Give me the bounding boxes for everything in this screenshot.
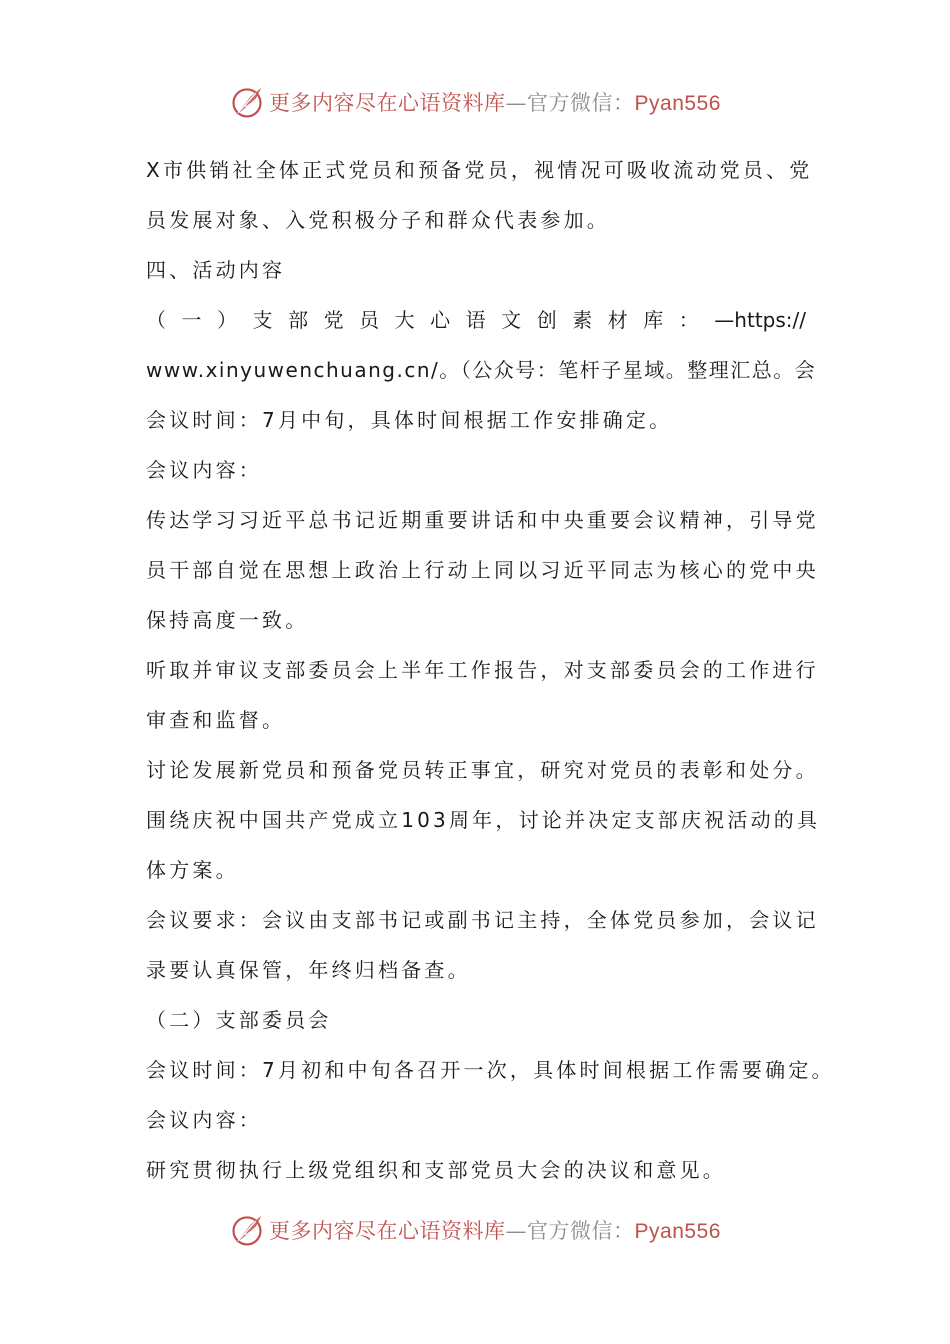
quill-logo-icon (229, 1212, 265, 1248)
body-line-1: X市供销社全体正式党员和预备党员，视情况可吸收流动党员、党 (146, 158, 813, 182)
footer-banner-dash: — (505, 1219, 528, 1243)
section-heading-activity-content: 四、活动内容 (146, 258, 286, 282)
header-banner-official: 官方微信： (527, 91, 635, 115)
body-line-15: 体方案。 (146, 858, 239, 882)
body-line-20: 会议内容： (146, 1108, 262, 1132)
footer-banner-text (269, 1215, 721, 1245)
footer-banner (0, 1208, 950, 1252)
subsection-heading-branch-committee: （二）支部委员会 (146, 1008, 332, 1032)
body-line-url: www.xinyuwenchuang.cn/。（公众号：笔杆子星域。整理汇总。会 (146, 358, 817, 382)
body-line-21: 研究贯彻执行上级党组织和支部党员大会的决议和意见。 (146, 1158, 726, 1182)
body-line-13: 讨论发展新党员和预备党员转正事宜，研究对党员的表彰和处分。 (146, 758, 819, 782)
header-banner-dash: — (505, 91, 528, 115)
footer-banner-wechat-id: Pyan556 (634, 1220, 721, 1243)
body-line-14: 围绕庆祝中国共产党成立103周年，讨论并决定支部庆祝活动的具 (146, 808, 821, 832)
body-line-10: 保持高度一致。 (146, 608, 309, 632)
header-banner-text (269, 87, 721, 117)
body-line-11: 听取并审议支部委员会上半年工作报告，对支部委员会的工作进行 (146, 658, 819, 682)
document-body (146, 145, 835, 1195)
body-line-12: 审查和监督。 (146, 708, 286, 732)
header-banner-main: 更多内容尽在心语资料库 (269, 91, 506, 115)
subsection-heading-party-congress: （一）支部党员大心语文创素材库：—https:// (146, 308, 806, 332)
body-line-17: 录要认真保管，年终归档备查。 (146, 958, 471, 982)
body-line-19: 会议时间：7月初和中旬各召开一次，具体时间根据工作需要确定。 (146, 1058, 835, 1082)
footer-banner-official: 官方微信： (527, 1219, 635, 1243)
body-line-16: 会议要求：会议由支部书记或副书记主持，全体党员参加，会议记 (146, 908, 819, 932)
body-line-9: 员干部自觉在思想上政治上行动上同以习近平同志为核心的党中央 (146, 558, 819, 582)
body-line-8: 传达学习习近平总书记近期重要讲话和中央重要会议精神，引导党 (146, 508, 819, 532)
body-line-meeting-content-label: 会议内容： (146, 458, 262, 482)
footer-banner-main: 更多内容尽在心语资料库 (269, 1219, 506, 1243)
body-line-meeting-time: 会议时间：7月中旬，具体时间根据工作安排确定。 (146, 408, 673, 432)
header-banner (0, 80, 950, 124)
header-banner-wechat-id: Pyan556 (634, 92, 721, 115)
quill-logo-icon (229, 84, 265, 120)
body-line-2: 员发展对象、入党积极分子和群众代表参加。 (146, 208, 610, 232)
